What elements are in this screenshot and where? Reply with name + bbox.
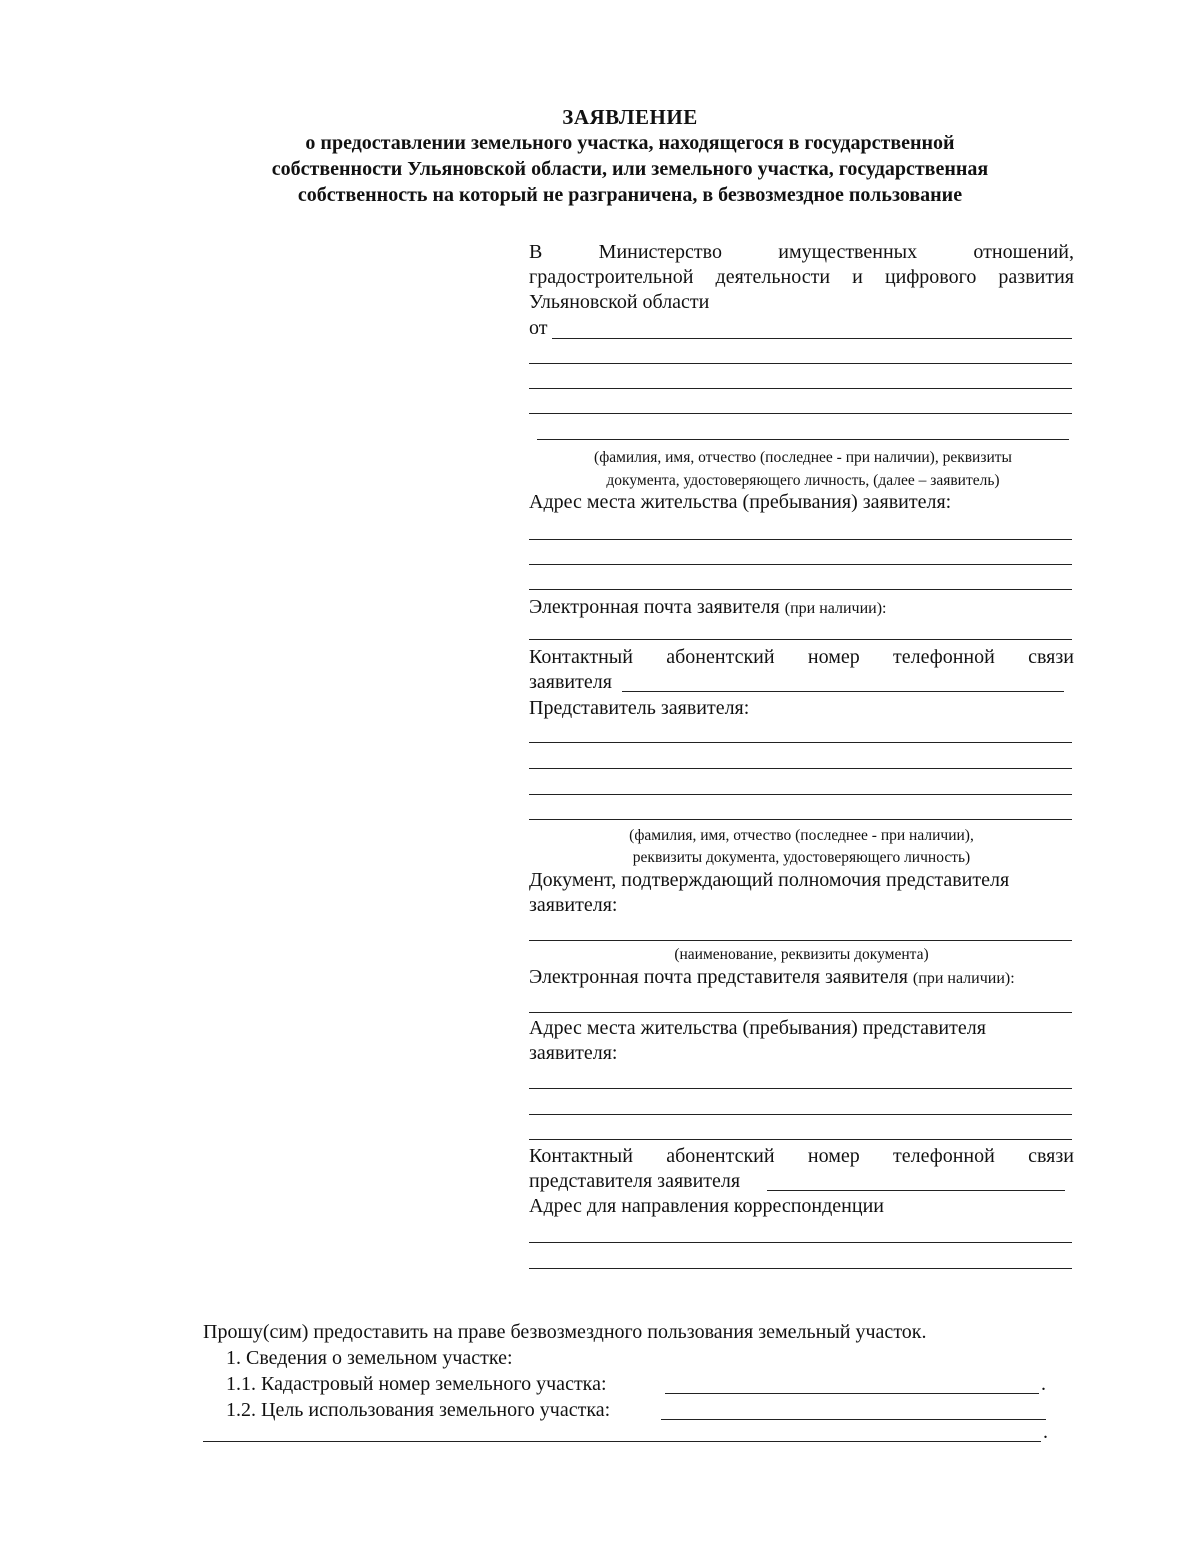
representative-name-field-2[interactable]	[529, 768, 1072, 769]
correspondence-address-field-2[interactable]	[529, 1268, 1072, 1269]
applicant-email-label-text: Электронная почта заявителя	[529, 596, 780, 618]
land-use-purpose-field-1[interactable]	[661, 1419, 1046, 1420]
applicant-phone-label-line-2: заявителя	[529, 671, 612, 693]
land-use-purpose-period: .	[1043, 1421, 1048, 1443]
representative-doc-label-line-1: Документ, подтверждающий полномочия представителя	[529, 869, 1010, 891]
correspondence-address-label: Адрес для направления корреспонденции	[529, 1195, 884, 1217]
applicant-name-field-5[interactable]	[537, 439, 1069, 440]
addressee-line-3: Ульяновской области	[529, 291, 710, 313]
representative-name-field-3[interactable]	[529, 794, 1072, 795]
representative-caption-line-2: реквизиты документа, удостоверяющего личность)	[632, 849, 971, 866]
cadastral-number-period: .	[1041, 1373, 1046, 1395]
document-subtitle-line-1: о предоставлении земельного участка, находящегося в государственной	[305, 132, 955, 154]
representative-phone-field[interactable]	[767, 1190, 1065, 1191]
representative-address-label-line-2: заявителя:	[529, 1042, 618, 1064]
representative-doc-label-line-2: заявителя:	[529, 894, 618, 916]
document-header	[180, 104, 1080, 208]
representative-email-label-text: Электронная почта представителя заявителя	[529, 966, 908, 988]
document-title: ЗАЯВЛЕНИЕ	[562, 105, 698, 129]
applicant-name-field-3[interactable]	[529, 388, 1072, 389]
representative-label: Представитель заявителя:	[529, 697, 750, 719]
addressee-line-1: В Министерство имущественных отношений,	[529, 241, 1074, 263]
representative-name-field-4[interactable]	[529, 819, 1072, 820]
cadastral-number-field[interactable]	[665, 1393, 1039, 1394]
representative-phone-label-line-2: представителя заявителя	[529, 1170, 741, 1192]
from-label: от	[529, 317, 548, 339]
representative-email-note: (при наличии):	[912, 970, 1015, 987]
representative-doc-field[interactable]	[529, 940, 1072, 941]
representative-email-field[interactable]	[529, 1012, 1072, 1013]
applicant-address-label: Адрес места жительства (пребывания) заявителя:	[529, 491, 952, 513]
representative-phone-label-line-1: Контактный абонентский номер телефонной связи	[529, 1145, 1074, 1167]
representative-address-label-line-1: Адрес места жительства (пребывания) представителя	[529, 1017, 986, 1039]
request-item-1-2: 1.2. Цель использования земельного участка:	[226, 1399, 611, 1421]
request-item-1: 1. Сведения о земельном участке:	[226, 1347, 513, 1369]
document-subtitle-line-2: собственности Ульяновской области, или земельного участка, государственная	[271, 158, 989, 180]
representative-email-label	[529, 965, 1074, 991]
correspondence-address-field-1[interactable]	[529, 1242, 1072, 1243]
applicant-name-field-4[interactable]	[529, 413, 1072, 414]
representative-caption-line-1: (фамилия, имя, отчество (последнее - при наличии),	[629, 827, 974, 844]
applicant-address-field-2[interactable]	[529, 564, 1072, 565]
applicant-email-field[interactable]	[529, 639, 1072, 640]
applicant-email-note: (при наличии):	[784, 600, 887, 617]
applicant-phone-field[interactable]	[622, 691, 1064, 692]
applicant-caption-line-2: документа, удостоверяющего личность, (далее – заявитель)	[606, 472, 1000, 489]
applicant-name-field-2[interactable]	[529, 363, 1072, 364]
request-item-1-1: 1.1. Кадастровый номер земельного участка:	[226, 1373, 607, 1395]
applicant-address-field-3[interactable]	[529, 589, 1072, 590]
document-subtitle-line-3: собственность на который не разграничена, в безвозмездное пользование	[297, 184, 963, 206]
representative-address-field-1[interactable]	[529, 1088, 1072, 1089]
applicant-phone-label-line-1: Контактный абонентский номер телефонной связи	[529, 646, 1074, 668]
request-main-text: Прошу(сим) предоставить на праве безвозмездного пользования земельный участок.	[203, 1321, 927, 1343]
representative-doc-caption: (наименование, реквизиты документа)	[674, 946, 929, 963]
representative-name-field-1[interactable]	[529, 742, 1072, 743]
applicant-email-label	[529, 595, 1074, 621]
applicant-name-field-1[interactable]	[552, 338, 1072, 339]
addressee-line-2: градостроительной деятельности и цифрового развития	[529, 266, 1074, 288]
applicant-address-field-1[interactable]	[529, 539, 1072, 540]
representative-address-field-2[interactable]	[529, 1114, 1072, 1115]
land-use-purpose-field-2[interactable]	[203, 1441, 1041, 1442]
representative-address-field-3[interactable]	[529, 1139, 1072, 1140]
applicant-caption-line-1: (фамилия, имя, отчество (последнее - при наличии), реквизиты	[594, 449, 1012, 466]
